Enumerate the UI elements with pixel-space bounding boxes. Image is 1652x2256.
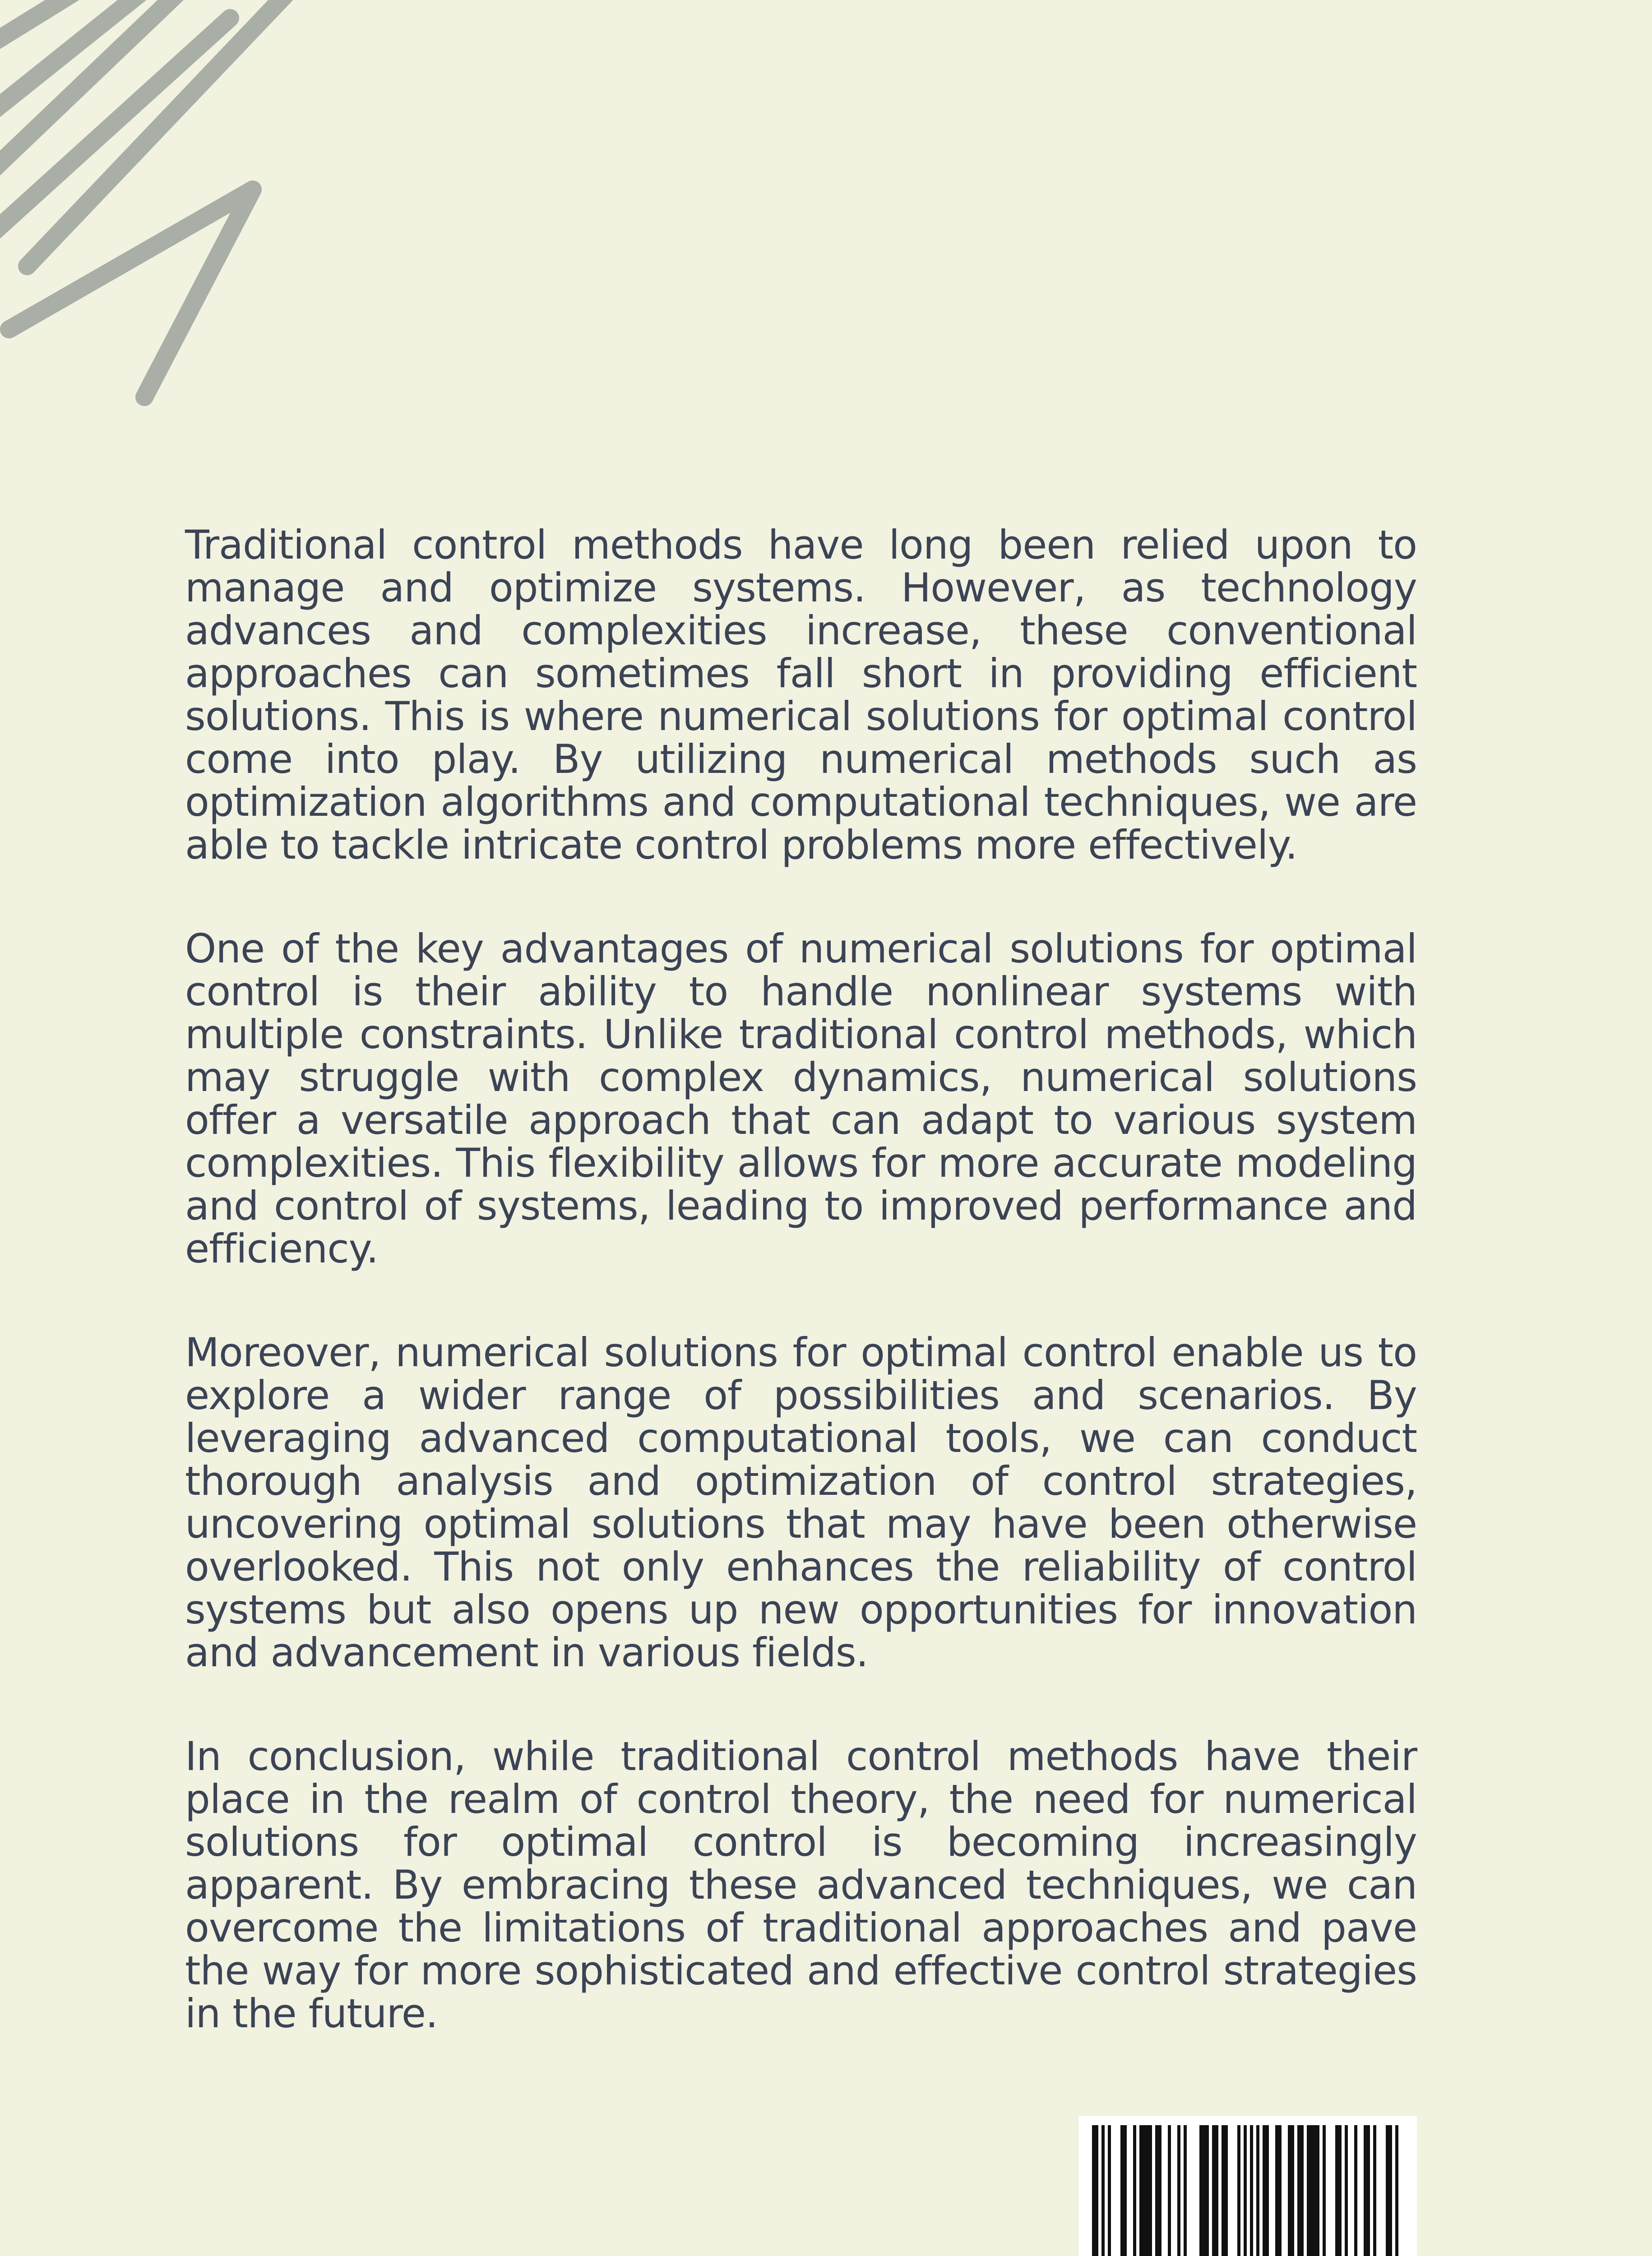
barcode-bar <box>1133 2125 1136 2256</box>
isbn-barcode <box>1078 2116 1417 2256</box>
barcode-bar <box>1335 2125 1342 2256</box>
barcode-bars <box>1078 2116 1417 2256</box>
barcode-bar <box>1256 2125 1259 2256</box>
paragraph-2: One of the key advantages of numerical solutions for optimal control is their ability to handle nonlinear systems with multiple constraints. Unlike traditional control methods, which may struggle with complex dynamics, numerical solutions offer a versatile approach that can adapt to various system complexities. This flexibility allows for more accurate modeling and control of systems, leading to improved performance and efficiency. <box>185 925 1417 1272</box>
barcode-bar <box>1155 2125 1161 2256</box>
barcode-bar <box>1120 2125 1127 2256</box>
barcode-bar <box>1263 2125 1269 2256</box>
barcode-bar <box>1092 2125 1098 2256</box>
barcode-bar <box>1364 2125 1370 2256</box>
paragraph-4: In conclusion, while traditional control methods have their place in the realm of control theory, the need for numerical solutions for optimal control is becoming increasingly apparent. By embracing these advanced techniques, we can overcome the limitations of traditional approaches and pave the way for more sophisticated and effective control strategies in the future. <box>185 1733 1417 2037</box>
barcode-bar <box>1168 2125 1171 2256</box>
barcode-bar <box>1222 2125 1228 2256</box>
barcode-bar <box>1373 2125 1376 2256</box>
barcode-bar <box>1237 2125 1240 2256</box>
zigzag-scribble-icon <box>0 0 343 451</box>
barcode-bar <box>1354 2125 1357 2256</box>
barcode-bar <box>1212 2125 1218 2256</box>
barcode-bar <box>1250 2125 1253 2256</box>
barcode-bar <box>1297 2125 1304 2256</box>
barcode-bar <box>1177 2125 1180 2256</box>
barcode-bar <box>1139 2125 1152 2256</box>
barcode-bar <box>1244 2125 1247 2256</box>
barcode-bar <box>1184 2125 1187 2256</box>
barcode-bar <box>1395 2125 1398 2256</box>
barcode-bar <box>1108 2125 1111 2256</box>
barcode-bar <box>1386 2125 1392 2256</box>
paragraph-3: Moreover, numerical solutions for optimal control enable us to explore a wider range of possibilities and scenarios. By leveraging advanced computational tools, we can conduct thorough analysis and optimization of control strategies, uncovering optimal solutions that may have been otherwise overlooked. This not only enhances the reliability of control systems but also opens up new opportunities for innovation and advancement in various fields. <box>185 1329 1417 1676</box>
barcode-bar <box>1307 2125 1319 2256</box>
body-text <box>185 523 1417 2103</box>
paragraph-1: Traditional control methods have long been relied upon to manage and optimize systems. However, as technology advances and complexities increase, these conventional approaches can sometimes fall short in providing efficient solutions. This is where numerical solutions for optimal control come into play. By utilizing numerical methods such as optimization algorithms and computational techniques, we are able to tackle intricate control problems more effectively. <box>185 522 1417 868</box>
barcode-bar <box>1288 2125 1294 2256</box>
barcode-bar <box>1199 2125 1209 2256</box>
barcode-bar <box>1101 2125 1105 2256</box>
barcode-bar <box>1345 2125 1348 2256</box>
barcode-bar <box>1275 2125 1282 2256</box>
barcode-bar <box>1323 2125 1326 2256</box>
